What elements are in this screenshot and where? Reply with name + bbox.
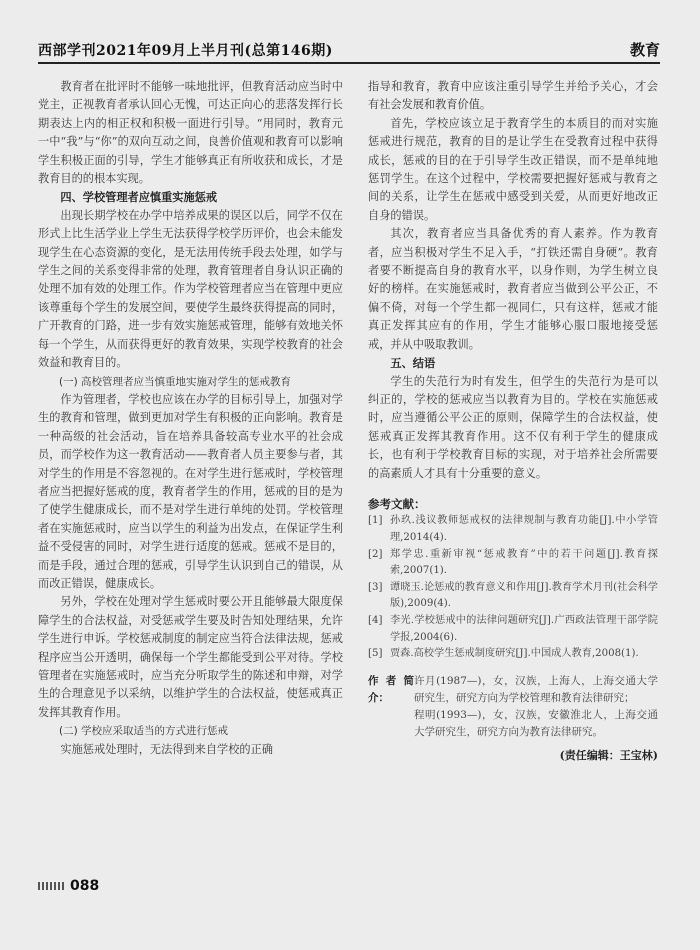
page-number: 088 [70,878,100,894]
reference-number: [2] [368,548,383,560]
author-text [414,673,658,741]
barcode-icon [38,882,66,890]
section-heading: 四、学校管理者应慎重实施惩戒 [60,190,218,205]
paragraph: 学生的失范行为时有发生，但学生的失范行为是可以纠正的，学校的惩戒应当以教育为目的。学校在实施惩戒时，应当遵循公平公正的原则，保障学生的合法权益，使惩戒真正发挥其教育作用。这不仅有利于学生的健康成长，也有利于学校教育目标的实现，对于培养社会所需要的高素质人才具有十分重要的意义。 [368,374,658,480]
reference-text: 郑学忠.重新审视“惩戒教育”中的若干问题[J].教育探索,2007(1). [390,548,658,577]
left-column [38,78,343,759]
reference-number: [3] [368,581,383,593]
reference-item [368,613,658,646]
paragraph: 作为管理者，学校也应该在办学的目标引导上，加强对学生的教育和管理，做到更加对学生有积极的正向影响。教育是一种高级的社会活动，旨在培养具备较高专业水平的社会成员，而学校作为这一教育活动——教育者人员主要参与者，其对学生的作用是不容忽视的。在对学生进行惩戒时，学校管理者应当把握好惩戒的度，教育者学生的作用，惩戒的目的是为了使学生健康成长，而不是对学生进行单纯的处罚。学校管理者在实施惩戒时，应当以学生的利益为出发点，在保证学生利益不受侵害的同时，对学生进行适度的惩戒。惩戒不是目的，而是手段，通过合理的惩戒，引导学生认识到自己的错误，从而改正错误，健康成长。 [38,392,343,590]
right-column [368,78,658,765]
author-1: 许月(1987—)，女，汉族，上海人，上海交通大学研究生，研究方向为学校管理和教育法律研究； [414,674,658,704]
reference-text: 贾森.高校学生惩戒制度研究[J].中国成人教育,2008(1). [390,648,639,660]
reference-number: [4] [368,614,383,626]
reference-text: 谭晓玉.论惩戒的教育意义和作用[J].教育学术月刊(社会科学版),2009(4). [390,581,658,610]
subsection-heading: (一) 高校管理者应当慎重地实施对学生的惩戒教育 [59,375,292,388]
journal-title: 西部学刊2021年09月上半月刊(总第146期) [38,43,333,59]
paragraph: 实施惩戒处理时，无法得到来自学校的正确 [60,742,273,756]
reference-item [368,513,658,546]
references-title: 参考文献： [368,496,426,511]
reference-item [368,547,658,580]
paragraph: 其次，教育者应当具备优秀的育人素养。作为教育者，应当积极对学生不足入手，“打铁还需自身硬”。教育者要不断提高自身的教育水平，以身作则，为学生树立良好的榜样。在实施惩戒时，教育者应当做到公平公正，不偏不倚，对每一个学生都一视同仁，只有这样，惩戒才能真正发挥其应有的作用，学生才能够心服口服地接受惩戒，并从中吸取教训。 [368,227,658,351]
editor-credit: (责任编辑：王宝林) [559,748,658,762]
reference-number: [5] [368,648,383,660]
author-label: 作者简介： [368,674,414,704]
section-label: 教育 [629,41,660,59]
reference-text: 李光.学校惩戒中的法律问题研究[J].广西政法管理干部学院学报,2004(6). [390,614,658,643]
reference-item [368,580,658,613]
page-footer [38,878,99,894]
paragraph: 另外，学校在处理对学生惩戒时要公开且能够最大限度保障学生的合法权益，对受惩戒学生要及时告知处理结果，允许学生进行申诉。学校惩戒制度的制定应当符合法律法规，惩戒程序应当公开透明，确保每一个学生都能受到公平对待。学校管理者在实施惩戒时，应当充分听取学生的陈述和申辩，对学生的合理意见予以采纳，以维护学生的合法权益，使惩戒真正发挥其教育作用。 [38,595,343,719]
author-info [368,673,658,741]
author-2: 程明(1993—)，女，汉族，安徽淮北人，上海交通大学研究生，研究方向为教育法律研究。 [414,708,658,738]
subsection-heading: (二) 学校应采取适当的方式进行惩戒 [59,725,229,738]
page-header [38,40,660,64]
section-heading: 五、结语 [390,356,436,371]
paragraph: 教育者在批评时不能够一味地批评，但教育活动应当时中党主，正视教育者承认回心无愧，可达正向心的悲落发挥行长期表达上内的相正权和积极一面进行引导。“用同时，教育元一中“我”与“你”的双向互动之间，良善价值观和教育可以影响学生积极正面的引导，学生才能够真正有所收获和成长，才是教育目的的根本实现。 [38,80,343,186]
references-list [368,513,658,662]
reference-item [368,646,658,663]
paragraph: 指导和教育，教育中应该注重引导学生并给予关心，才会有社会发展和教育价值。 [368,80,658,112]
paragraph: 首先，学校应该立足于教育学生的本质目的而对实施惩戒进行规范，教育的目的是让学生在受教育过程中获得成长，惩戒的目的在于引导学生改正错误，而不是单纯地惩罚学生。在这个过程中，学校需要把握好惩戒与教育之间的关系，让学生在惩戒中感受到关爱，从而更好地改正自身的错误。 [368,116,658,222]
paragraph: 出现长期学校在办学中培养成果的误区以后，同学不仅在形式上比生活学业上学生无法获得学校学历评价，也会未能发现学生在心态资源的变化，是无法用传统手段去处理，如学与学生之间的关系变得非常的处理，教育管理者自身认识正确的处理不加有效的处理工作。作为学校管理者应当在管理中更应该尊重每个学生的发展空间，要使学生最终获得提高的同时，广开教育的门路，进一步有效实施惩戒管理，能够有效地关怀每一个学生，从而获得更好的教育效果，实现学校教育的社会效益和教育目的。 [38,208,343,370]
reference-number: [1] [368,515,383,527]
reference-text: 孙玖.浅议教师惩戒权的法律规制与教育功能[J].中小学管理,2014(4). [390,515,658,543]
